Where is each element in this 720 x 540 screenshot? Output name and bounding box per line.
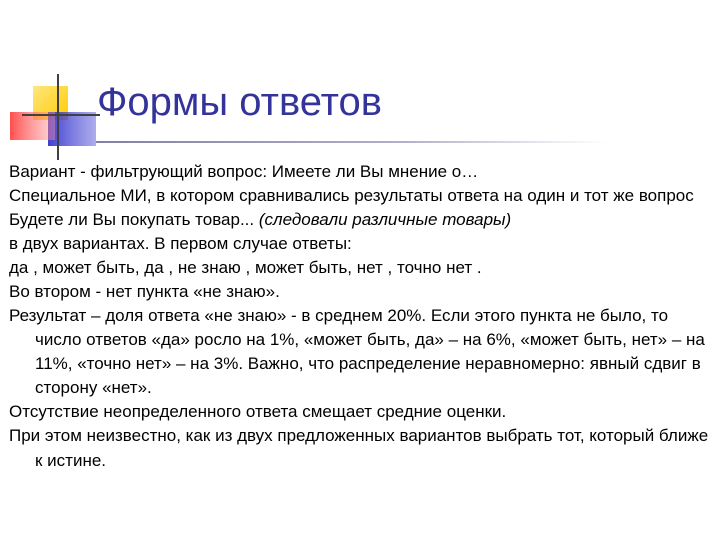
- slide-title: Формы ответов: [97, 80, 383, 124]
- slide-body: [9, 160, 709, 473]
- paragraph-second-variant: Во втором - нет пункта «не знаю».: [9, 282, 280, 301]
- paragraph-purchase-question: [9, 208, 709, 232]
- paragraph-result: Результат – доля ответа «не знаю» - в среднем 20%. Если этого пункта не было, то число ответов «да» росло на 1%, «может быть, да» – на 6%, «может быть, нет» – на 11%, «точно нет» – на 3%. Важно, что распределение неравномерно: явный сдвиг в сторону «нет».: [9, 306, 705, 397]
- paragraph-conclusion: При этом неизвестно, как из двух предложенных вариантов выбрать тот, который ближе к истине.: [9, 426, 709, 470]
- title-underline: [96, 141, 608, 143]
- purchase-question-note: (следовали различные товары): [258, 210, 512, 229]
- purchase-question-text: Будете ли Вы покупать товар...: [9, 210, 259, 229]
- blue-square-shape: [48, 112, 96, 146]
- paragraph-two-variants: в двух вариантах. В первом случае ответы:: [9, 234, 352, 253]
- paragraph-answer-scale: да , может быть, да , не знаю , может быть, нет , точно нет .: [9, 258, 482, 277]
- paragraph-filter-question: Вариант - фильтрующий вопрос: Имеете ли Вы мнение о…: [9, 162, 479, 181]
- paragraph-absence-effect: Отсутствие неопределенного ответа смещает средние оценки.: [9, 402, 507, 421]
- slide-decoration: [0, 0, 110, 170]
- paragraph-special-study: Специальное МИ, в котором сравнивались результаты ответа на один и тот же вопрос: [9, 186, 694, 205]
- red-square-shape: [10, 112, 55, 140]
